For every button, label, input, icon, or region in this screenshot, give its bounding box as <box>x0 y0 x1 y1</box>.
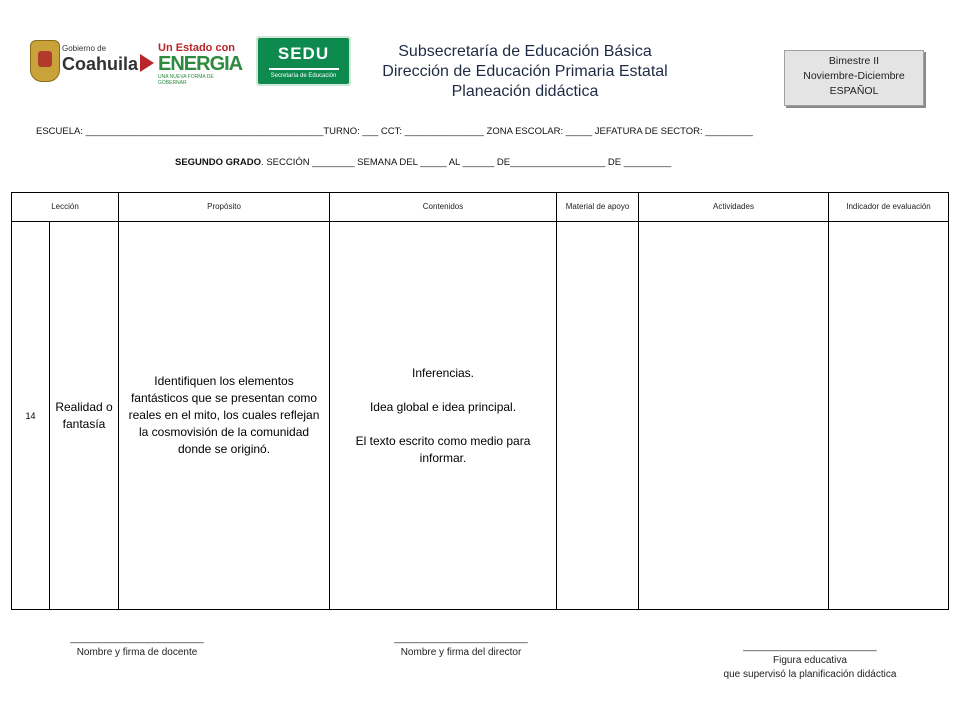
school-info-line: ESCUELA: _____________________________________________TURNO: ___ CCT: _______________ ZONA ESCOLAR: _____ JEFATURA DE SECTOR: _________ <box>36 126 753 137</box>
signature-label-figura-2: que supervisó la planificación didáctica <box>723 669 897 680</box>
signature-director <box>376 632 546 660</box>
energia-logo-top: Un Estado con <box>158 42 236 54</box>
coahuila-logo-small-text: Gobierno de <box>62 44 107 53</box>
title-line-3: Planeación didáctica <box>451 83 599 100</box>
signature-line: ________________________ <box>743 641 877 652</box>
material-cell <box>557 222 639 610</box>
signature-line: ________________________ <box>70 633 204 644</box>
coahuila-logo <box>30 40 139 80</box>
evaluation-cell <box>829 222 949 610</box>
content-item: Idea global e idea principal. <box>369 399 517 414</box>
arrow-icon <box>140 54 154 72</box>
content-item: El texto escrito como medio para informar. <box>355 433 531 465</box>
title-line-1: Subsecretaría de Educación Básica <box>398 43 652 60</box>
signature-docente <box>52 632 222 660</box>
coahuila-logo-name: Coahuila <box>62 54 139 74</box>
planning-table <box>11 192 949 610</box>
signature-line: ________________________ <box>394 633 528 644</box>
grade-info-line <box>175 157 671 168</box>
signature-label-figura-1: Figura educativa <box>773 655 847 666</box>
lesson-contents <box>330 222 557 610</box>
sedu-logo-divider <box>269 68 339 70</box>
header-indicador: Indicador de evaluación <box>829 193 949 222</box>
lesson-name: Realidad o fantasía <box>50 222 119 610</box>
content-item: Inferencias. <box>411 365 475 380</box>
signature-figura <box>700 640 920 682</box>
signature-label-docente: Nombre y firma de docente <box>76 647 198 658</box>
signature-label-director: Nombre y firma del director <box>400 647 522 658</box>
document-title <box>360 42 690 102</box>
sedu-logo <box>256 36 351 86</box>
bimestre-line-1: Bimestre II <box>828 55 880 67</box>
lesson-purpose: Identifiquen los elementos fantásticos que se presentan como reales en el mito, los cuales reflejan la cosmovisión de la comunidad donde se originó. <box>119 222 330 610</box>
header-proposito: Propósito <box>119 193 330 222</box>
energia-logo-sub: UNA NUEVA FORMA DE GOBERNAR <box>158 74 214 86</box>
lesson-number: 14 <box>12 222 50 610</box>
header-contenidos: Contenidos <box>330 193 557 222</box>
grade-label: SEGUNDO GRADO <box>175 157 262 168</box>
grade-info-rest: . SECCIÓN ________ SEMANA DEL _____ AL ______ DE__________________ DE _________ <box>261 157 672 168</box>
sedu-logo-sub: Secretaría de Educación <box>270 73 337 79</box>
header-material: Material de apoyo <box>557 193 639 222</box>
coahuila-crest-icon <box>30 40 60 82</box>
header-actividades: Actividades <box>639 193 829 222</box>
table-row <box>12 222 949 610</box>
title-line-2: Dirección de Educación Primaria Estatal <box>382 63 668 80</box>
sedu-logo-name: SEDU <box>277 44 330 63</box>
table-header-row <box>12 193 949 222</box>
header-leccion: Lección <box>12 193 119 222</box>
activities-cell <box>639 222 829 610</box>
energia-logo-main: ENERGIA <box>158 53 243 75</box>
bimestre-line-3: ESPAÑOL <box>829 85 879 97</box>
energia-logo <box>140 40 243 86</box>
bimestre-line-2: Noviembre-Diciembre <box>803 70 905 82</box>
bimestre-box <box>784 50 924 106</box>
